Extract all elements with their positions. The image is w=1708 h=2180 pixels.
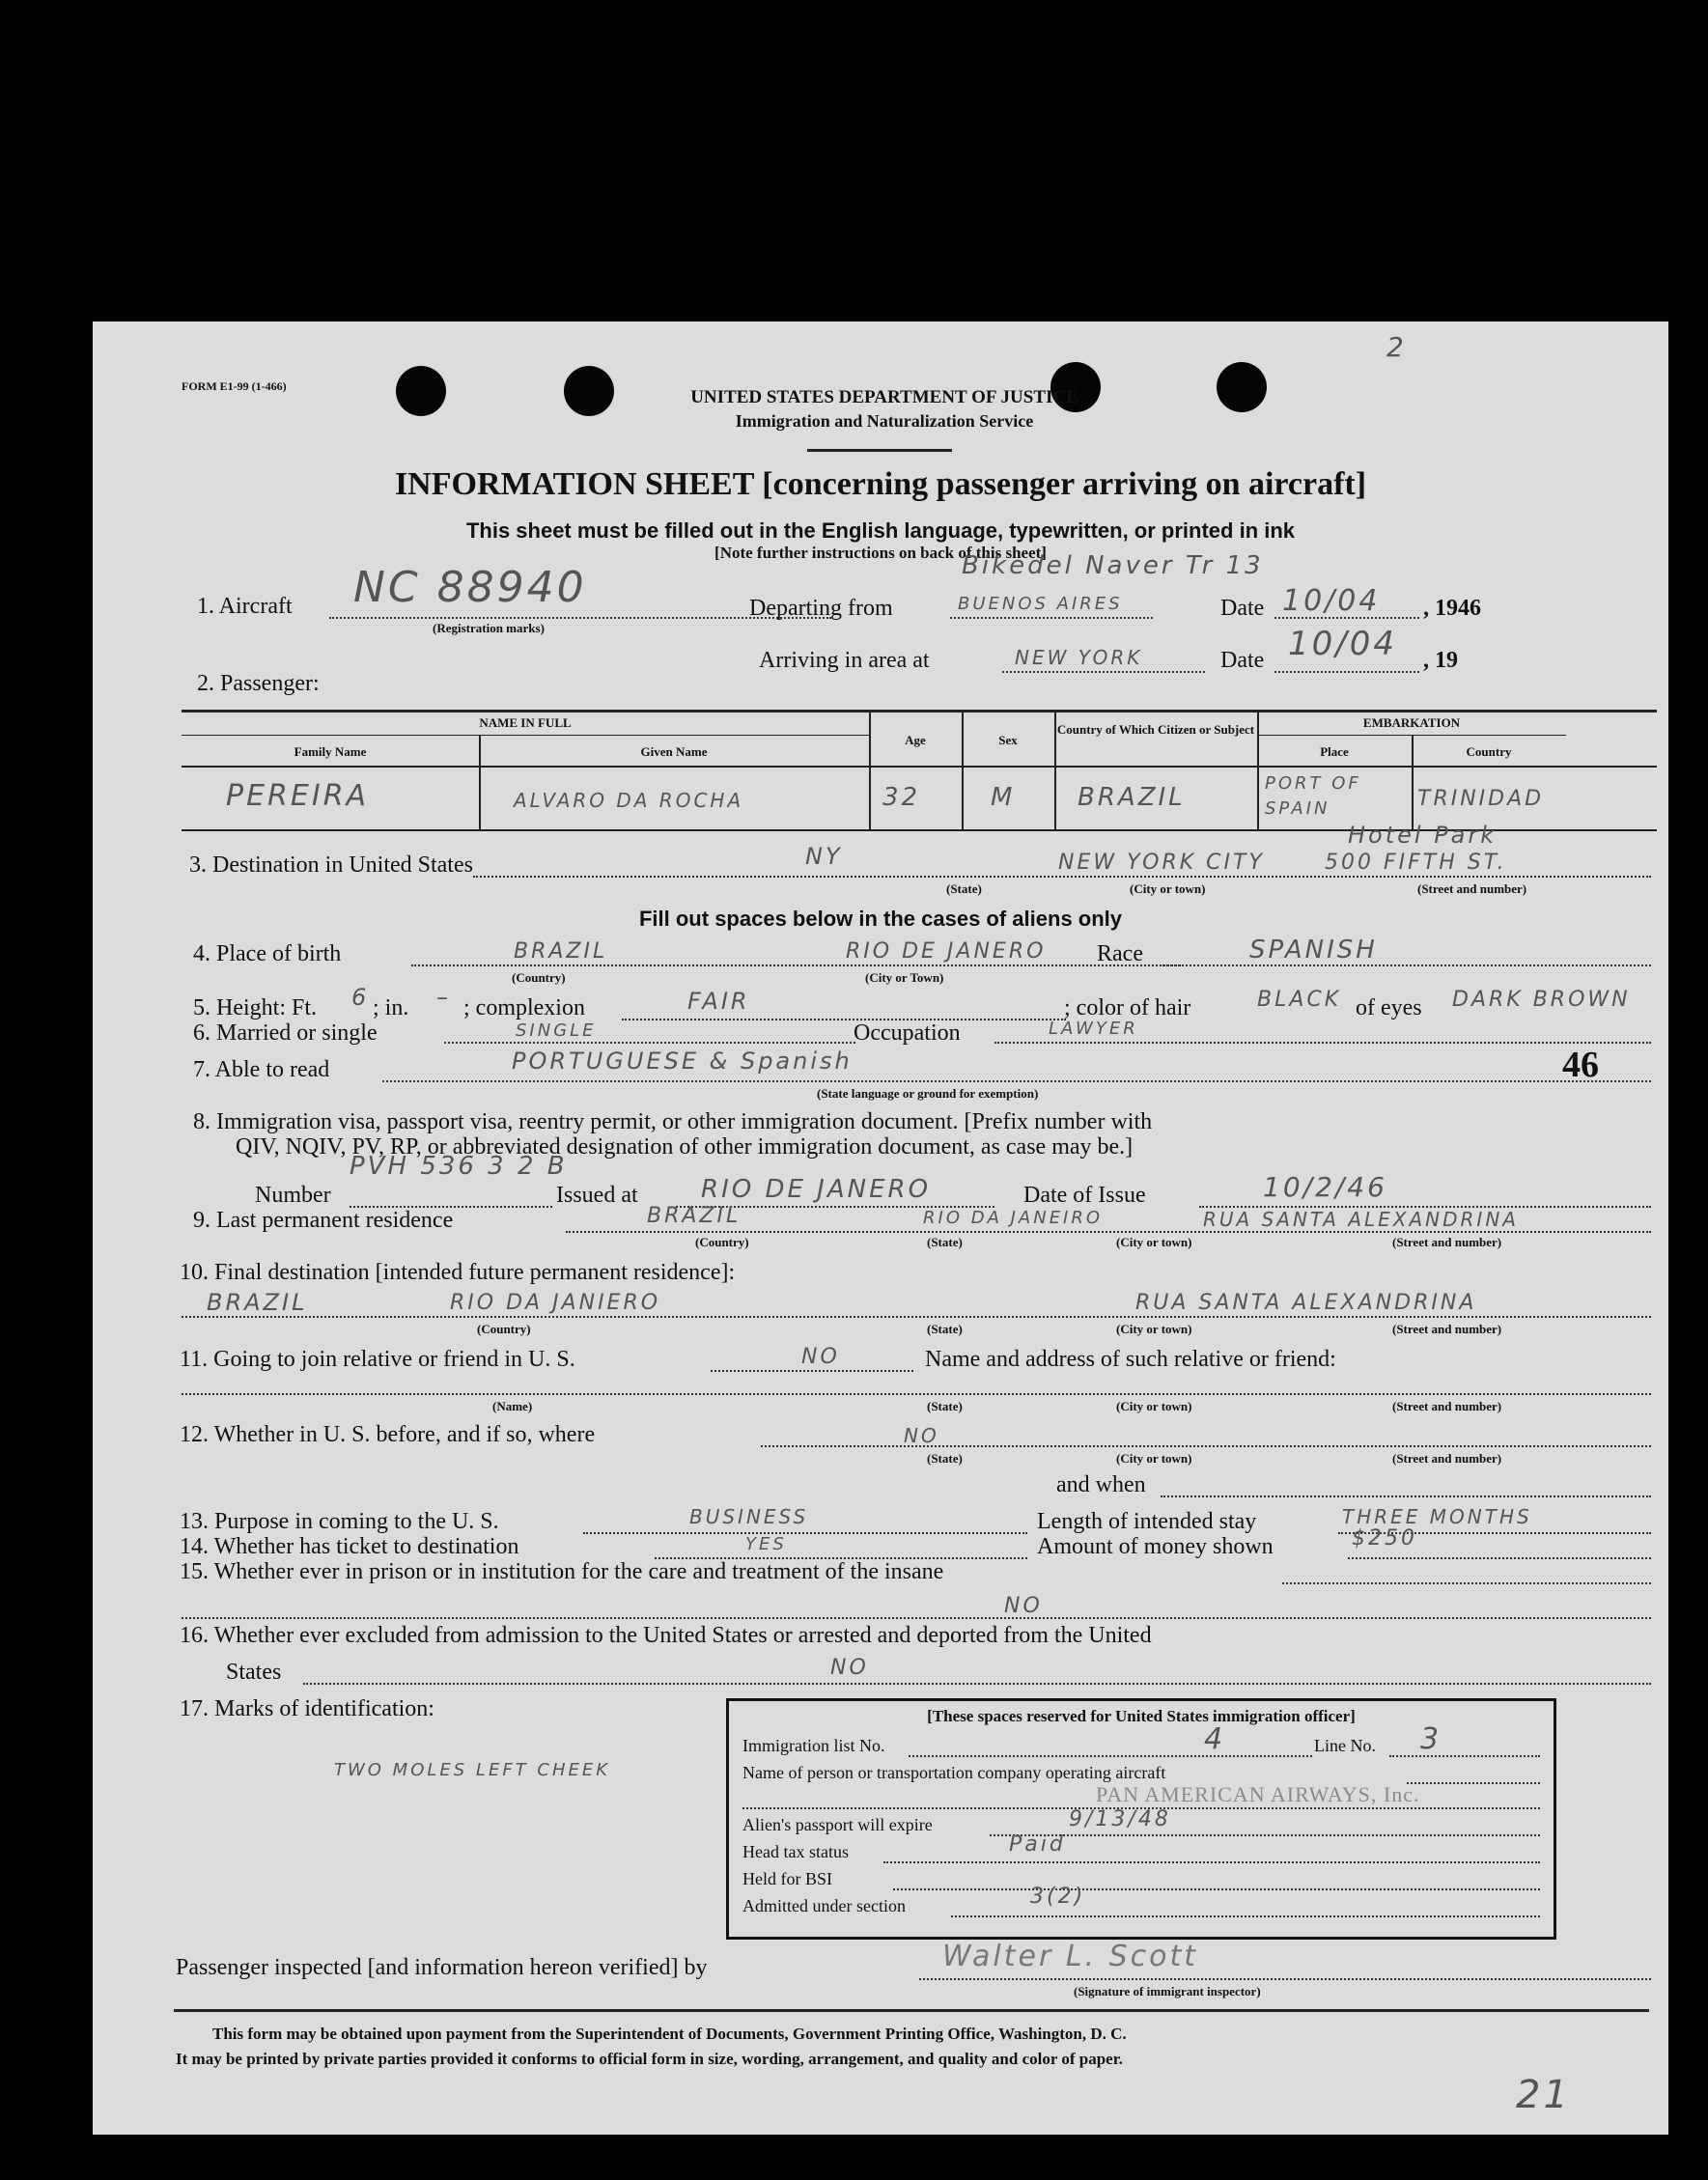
age-header: Age	[905, 733, 926, 747]
age-value: 32	[882, 783, 921, 812]
dotted-line	[909, 1755, 1312, 1757]
destination-street-note: Hotel Park	[1348, 822, 1498, 849]
marks-value: TWO MOLES LEFT CHEEK	[334, 1760, 611, 1780]
signature-caption: (Signature of immigrant inspector)	[1074, 1984, 1261, 1998]
country-caption: (Country)	[477, 1322, 531, 1336]
form-number: FORM E1-99 (1-466)	[182, 379, 287, 393]
stay-length-label: Length of intended stay	[1037, 1509, 1257, 1534]
company-label: Name of person or transportation company operating aircraft	[742, 1763, 1166, 1782]
state-caption: (State)	[927, 1235, 963, 1249]
city-caption: (City or town)	[1116, 1235, 1192, 1249]
relative-address-label: Name and address of such relative or friend:	[925, 1347, 1336, 1372]
read-label: 7. Able to read	[193, 1057, 330, 1082]
place-header: Place	[1320, 744, 1349, 759]
dotted-line	[182, 1393, 1651, 1395]
dotted-line	[411, 964, 1184, 966]
residence-street: RUA SANTA ALEXANDRINA	[1203, 1208, 1519, 1231]
page-number: 21	[1516, 2073, 1571, 2117]
name-caption: (Name)	[492, 1399, 533, 1413]
eyes-value: DARK BROWN	[1452, 988, 1631, 1012]
destination-state: NY	[805, 843, 843, 870]
document-text-1: 8. Immigration visa, passport visa, reentry permit, or other immigration document. [Prefix number with	[193, 1109, 1153, 1134]
sex-value: M	[991, 783, 1016, 812]
family-name-header: Family Name	[294, 744, 367, 759]
passport-value: 9/13/48	[1069, 1807, 1171, 1831]
list-value: 4	[1204, 1722, 1226, 1756]
final-country: BRAZIL	[207, 1289, 308, 1316]
city-caption: (City or town)	[1116, 1451, 1192, 1466]
citizen-value: BRAZIL	[1078, 783, 1186, 812]
tax-label: Head tax status	[742, 1842, 849, 1861]
state-caption: (State)	[927, 1322, 963, 1336]
street-caption: (Street and number)	[1392, 1235, 1502, 1249]
aircraft-label: 1. Aircraft	[197, 594, 293, 619]
street-caption: (Street and number)	[1417, 881, 1527, 896]
marks-label: 17. Marks of identification:	[180, 1696, 434, 1721]
city-caption: (City or Town)	[865, 970, 944, 985]
inspector-signature: Walter L. Scott	[942, 1940, 1199, 1973]
destination-label: 3. Destination in United States	[189, 852, 473, 878]
dotted-line	[382, 1080, 1651, 1082]
sex-header: Sex	[998, 733, 1018, 747]
dotted-line	[444, 1042, 855, 1044]
city-caption: (City or town)	[1116, 1322, 1192, 1336]
note-text: [Note further instructions on back of this sheet]	[714, 544, 1047, 562]
section-label: Admitted under section	[742, 1896, 906, 1915]
excluded-label-2: States	[226, 1660, 282, 1685]
issue-date-label: Date of Issue	[1023, 1183, 1146, 1208]
dotted-line	[990, 1834, 1540, 1836]
city-caption: (City or town)	[1116, 1399, 1192, 1413]
and-when-label: and when	[1056, 1472, 1146, 1497]
footer-line-2: It may be printed by private parties provided it conforms to official form in size, wording, arrangement, and quality and color of paper.	[176, 2050, 1123, 2068]
instruction-text: This sheet must be filled out in the English language, typewritten, or printed in ink	[465, 518, 1296, 543]
excluded-label: 16. Whether ever excluded from admission to the United States or arrested and deported from the United	[180, 1623, 1152, 1648]
birth-label: 4. Place of birth	[193, 941, 342, 966]
dotted-line	[182, 1617, 1651, 1619]
prison-value: NO	[1004, 1594, 1043, 1618]
street-caption: (Street and number)	[1392, 1399, 1502, 1413]
dotted-line	[1407, 1782, 1540, 1784]
join-relative-label: 11. Going to join relative or friend in U. S.	[180, 1347, 575, 1372]
dotted-line	[1348, 1557, 1651, 1559]
occupation-value: LAWYER	[1049, 1019, 1138, 1039]
aliens-heading: Fill out spaces below in the cases of aliens only	[638, 907, 1123, 931]
destination-city: NEW YORK CITY	[1058, 851, 1265, 875]
dotted-line	[893, 1888, 1540, 1890]
complexion-value: FAIR	[687, 988, 750, 1015]
country-caption: (Country)	[695, 1235, 749, 1249]
document-text-2: QIV, NQIV, PV, RP, or abbreviated designation of other immigration document, as case may be.]	[236, 1134, 1134, 1160]
departing-value: BUENOS AIRES	[958, 594, 1123, 614]
company-value: PAN AMERICAN AIRWAYS, Inc.	[1096, 1782, 1420, 1806]
stay-length-value: THREE MONTHS	[1342, 1505, 1532, 1528]
read-caption: (State language or ground for exemption)	[817, 1086, 1039, 1101]
dotted-line	[711, 1370, 913, 1372]
height-ft: 6	[351, 984, 370, 1011]
street-caption: (Street and number)	[1392, 1322, 1502, 1336]
departing-label: Departing from	[749, 596, 893, 621]
line-value: 3	[1420, 1722, 1442, 1756]
punch-hole	[396, 366, 446, 416]
dotted-line	[1389, 1755, 1540, 1757]
dotted-line	[950, 617, 1153, 619]
issued-label: Issued at	[556, 1183, 638, 1208]
join-relative-value: NO	[801, 1345, 840, 1369]
document-number: PVH 536 3 2 B	[350, 1152, 568, 1181]
city-caption: (City or town)	[1130, 881, 1206, 896]
street-caption: (Street and number)	[1392, 1451, 1502, 1466]
ticket-value: YES	[745, 1534, 787, 1554]
registration-caption: (Registration marks)	[433, 621, 545, 635]
form-sheet	[93, 321, 1668, 2135]
dotted-line	[1282, 1582, 1651, 1584]
arriving-date-label: Date	[1220, 648, 1265, 673]
service-name: Immigration and Naturalization Service	[735, 411, 1034, 431]
family-name-value: PEREIRA	[226, 779, 370, 813]
arriving-year: , 19	[1423, 648, 1458, 673]
list-label: Immigration list No.	[742, 1736, 885, 1755]
final-destination-label: 10. Final destination [intended future permanent residence]:	[180, 1260, 736, 1285]
footer-line-1: This form may be obtained upon payment from the Superintendent of Documents, Government Printing Office, Washington, D. C.	[212, 2025, 1127, 2043]
residence-city: RIO DA JANEIRO	[923, 1208, 1104, 1228]
arriving-date: 10/04	[1288, 625, 1397, 663]
dotted-line	[919, 1978, 1651, 1980]
arriving-label: Arriving in area at	[759, 648, 930, 673]
dotted-line	[1274, 671, 1419, 673]
bsi-label: Held for BSI	[742, 1869, 832, 1888]
departing-date: 10/04	[1282, 584, 1381, 618]
dotted-line	[622, 1019, 1066, 1020]
residence-label: 9. Last permanent residence	[193, 1208, 454, 1233]
hair-label: ; color of hair	[1064, 995, 1191, 1020]
departing-year: , 1946	[1423, 596, 1481, 621]
footer-divider	[174, 2009, 1649, 2012]
given-name-value: ALVARO DA ROCHA	[514, 789, 744, 812]
race-label: Race	[1097, 941, 1143, 966]
given-name-header: Given Name	[640, 744, 708, 759]
complexion-label: ; complexion	[463, 995, 585, 1020]
officer-box	[726, 1698, 1556, 1940]
passport-label: Alien's passport will expire	[742, 1815, 933, 1834]
embarkation-header: EMBARKATION	[1362, 715, 1461, 730]
state-caption: (State)	[946, 881, 982, 896]
dotted-line	[182, 1316, 1651, 1318]
divider	[807, 449, 952, 452]
aircraft-value: NC 88940	[353, 563, 587, 612]
ticket-label: 14. Whether has ticket to destination	[180, 1534, 519, 1559]
purpose-value: BUSINESS	[689, 1505, 809, 1528]
issued-value: RIO DE JANERO	[701, 1175, 932, 1204]
birth-country: BRAZIL	[514, 939, 608, 964]
hair-value: BLACK	[1257, 988, 1342, 1012]
department-name: UNITED STATES DEPARTMENT OF JUSTICE	[690, 387, 1078, 407]
excluded-value: NO	[830, 1656, 869, 1680]
final-street: RUA SANTA ALEXANDRINA	[1135, 1291, 1477, 1315]
birth-city: RIO DE JANERO	[846, 939, 1047, 964]
dotted-line	[994, 1042, 1651, 1044]
officer-heading: [These spaces reserved for United States immigration officer]	[927, 1707, 1356, 1725]
race-value: SPANISH	[1249, 936, 1378, 964]
married-value: SINGLE	[516, 1020, 597, 1041]
dotted-line	[473, 876, 1651, 878]
punch-hole	[1217, 362, 1267, 412]
previous-visit-label: 12. Whether in U. S. before, and if so, where	[180, 1422, 596, 1447]
dotted-line	[583, 1532, 1027, 1534]
section-value: 3(2)	[1030, 1885, 1086, 1909]
arriving-value: NEW YORK	[1015, 646, 1143, 669]
final-state: RIO DA JANIERO	[450, 1291, 661, 1315]
destination-street: 500 FIFTH ST.	[1325, 851, 1507, 875]
dotted-line	[1161, 1495, 1651, 1497]
eyes-label: of eyes	[1356, 995, 1422, 1020]
dotted-line	[303, 1683, 1651, 1685]
tax-value: Paid	[1009, 1832, 1066, 1857]
inspection-label: Passenger inspected [and information hereon verified] by	[176, 1955, 708, 1980]
embark-country-value: TRINIDAD	[1417, 787, 1545, 811]
state-caption: (State)	[927, 1451, 963, 1466]
dotted-line	[951, 1915, 1540, 1917]
residence-country: BRAZIL	[647, 1204, 742, 1228]
embark-country-header: Country	[1466, 744, 1512, 759]
name-in-full-header: NAME IN FULL	[479, 715, 572, 730]
height-label: 5. Height: Ft.	[193, 995, 318, 1020]
money-value: $250	[1352, 1526, 1417, 1551]
number-label: Number	[255, 1183, 331, 1208]
money-label: Amount of money shown	[1037, 1534, 1274, 1559]
previous-visit-value: NO	[904, 1424, 939, 1447]
citizen-header: Country of Which Citizen or Subject	[1056, 722, 1255, 737]
married-label: 6. Married or single	[193, 1020, 378, 1046]
height-in-label: ; in.	[373, 995, 409, 1020]
corner-mark: 2	[1386, 331, 1407, 363]
occupation-label: Occupation	[854, 1020, 961, 1046]
prison-label: 15. Whether ever in prison or in institution for the care and treatment of the insane	[180, 1559, 944, 1584]
dotted-line	[883, 1861, 1540, 1863]
height-in: –	[436, 984, 451, 1011]
state-caption: (State)	[927, 1399, 963, 1413]
departing-note: Bikedel Naver Tr 13	[962, 551, 1264, 580]
dotted-line	[761, 1445, 1651, 1447]
passenger-label: 2. Passenger:	[197, 671, 320, 696]
issue-date-value: 10/2/46	[1263, 1171, 1387, 1203]
dotted-line	[1162, 964, 1651, 966]
embark-place-value: PORT OF SPAIN	[1265, 773, 1361, 819]
country-caption: (Country)	[512, 970, 566, 985]
dotted-line	[566, 1231, 1651, 1233]
side-number: 46	[1562, 1045, 1599, 1085]
date-label: Date	[1220, 596, 1265, 621]
page-title: INFORMATION SHEET [concerning passenger arriving on aircraft]	[394, 466, 1367, 502]
read-value: PORTUGUESE & Spanish	[512, 1048, 853, 1075]
dotted-line	[1002, 671, 1205, 673]
purpose-label: 13. Purpose in coming to the U. S.	[180, 1509, 499, 1534]
line-label: Line No.	[1314, 1736, 1376, 1755]
